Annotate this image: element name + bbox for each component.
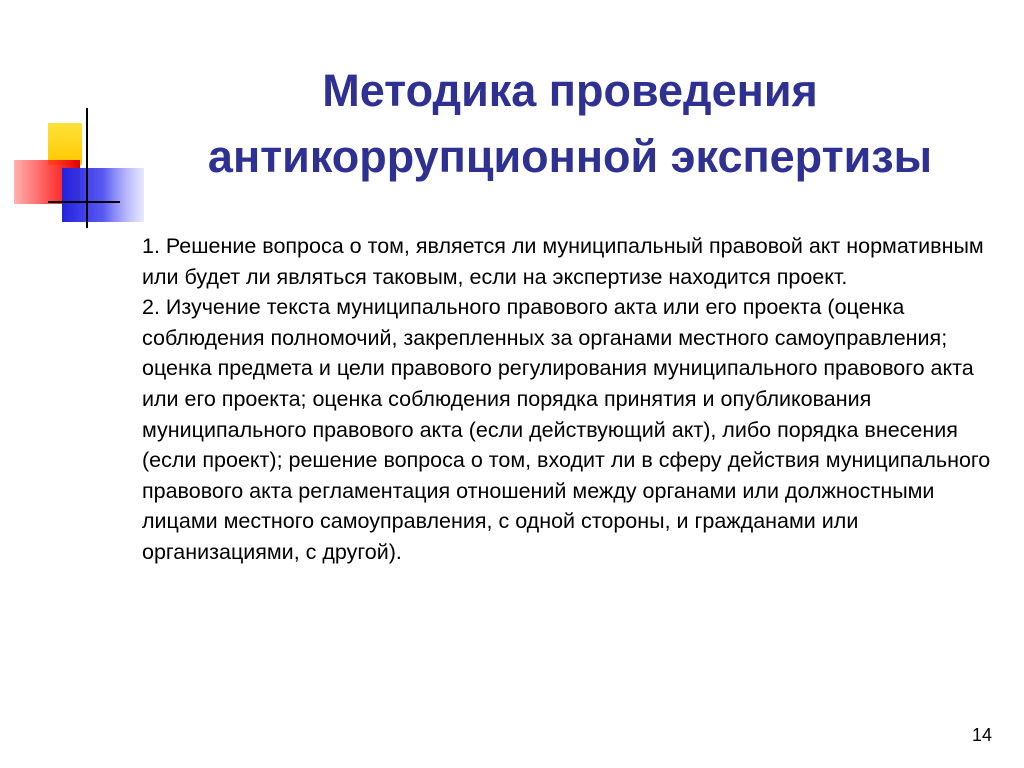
decorative-squares-logo <box>0 0 160 240</box>
body-paragraph-1: 1. Решение вопроса о том, является ли муниципальный правовой акт нормативным или будет ли являться таковым, если на экспертизе находится проект. <box>142 234 984 289</box>
blue-square <box>62 168 144 222</box>
slide-title-line-1: Методика проведения <box>322 65 818 116</box>
body-paragraph-2: 2. Изучение текста муниципального правового акта или его проекта (оценка соблюдения полномочий, закрепленных за органами местного самоуправления; оценка предмета и цели правового регулирования муниципального правового акта или его проекта; оценка соблюдения порядка принятия и опубликования муниципального правового акта (если действующий акт), либо порядка внесения (если проект); решение вопроса о том, входит ли в сферу действия муниципального правового акта регламентация отношений между органами или должностными лицами местного самоуправления, с одной стороны, и гражданами или организациями, с другой). <box>142 295 991 564</box>
yellow-square <box>48 123 82 165</box>
slide-title-line-2: антикоррупционной экспертизы <box>207 131 933 182</box>
slide-body <box>142 231 1002 568</box>
slide-title <box>150 58 990 190</box>
page-number: 14 <box>971 725 992 745</box>
